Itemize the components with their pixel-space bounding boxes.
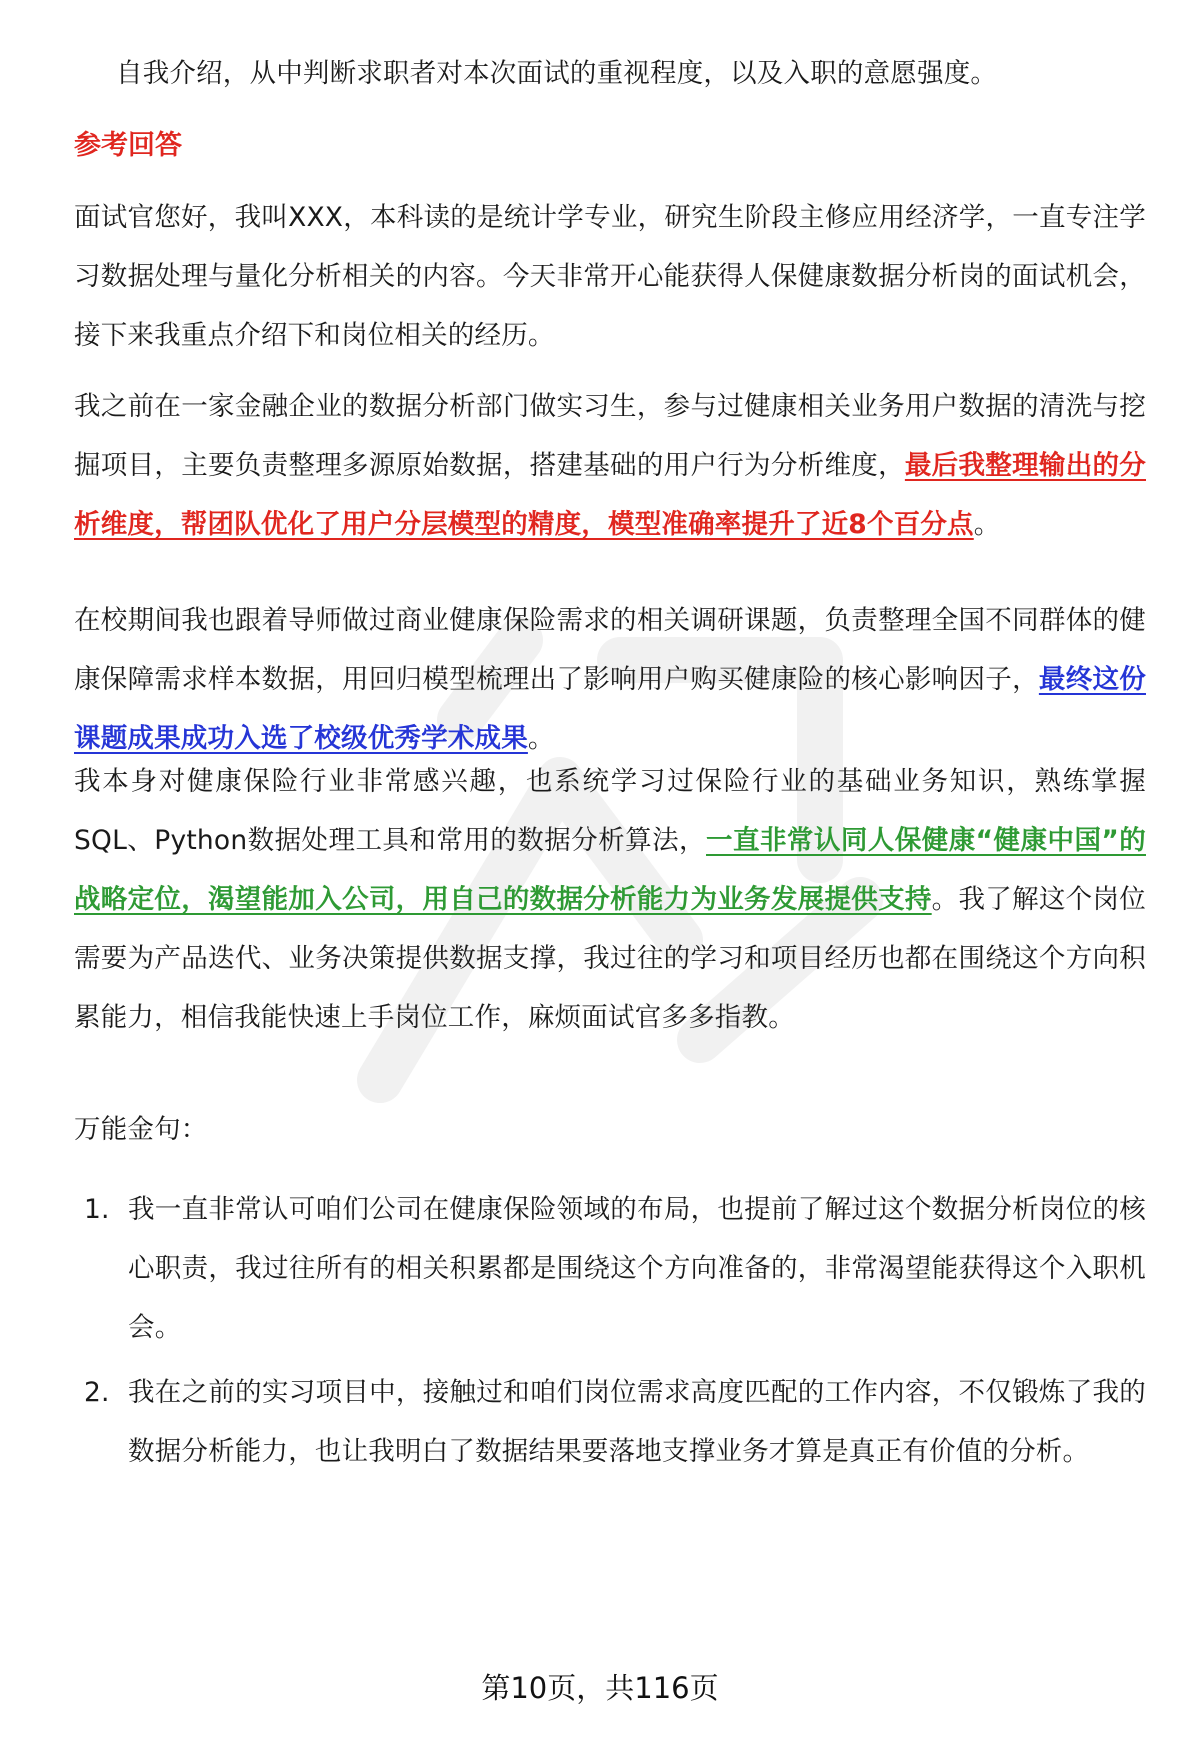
golden-sentences-title: 万能金句： [74, 1114, 208, 1145]
list-item [74, 1363, 1146, 1481]
answer-paragraph-1: 面试官您好，我叫XXX，本科读的是统计学专业，研究生阶段主修应用经济学，一直专注学习数据处理与量化分析相关的内容。今天非常开心能获得人保健康数据分析岗的面试机会，接下来我重点介绍下和岗位相关的经历。 [74, 202, 1146, 351]
answer-paragraph-2 [74, 377, 1146, 554]
green-highlight-text: 一直非常认同人保健康“健康中国”的战略定位，渴望能加入公司，用自己的数据分析能力为业务发展提供支持 [74, 825, 1146, 915]
reference-answer-heading: 参考回答 [74, 130, 182, 161]
page-footer: 第10页，共116页 [481, 1671, 719, 1705]
intro-line: 自我介绍，从中判断求职者对本次面试的重视程度，以及入职的意愿强度。 [116, 58, 998, 89]
document-page [74, 0, 1146, 1755]
list-item-number: 1. [84, 1194, 110, 1225]
golden-sentences-list [74, 1180, 1146, 1481]
list-item-number: 2. [84, 1377, 110, 1408]
list-item-text: 我在之前的实习项目中，接触过和咱们岗位需求高度匹配的工作内容，不仅锻炼了我的数据分析能力，也让我明白了数据结果要落地支撑业务才算是真正有价值的分析。 [128, 1377, 1146, 1467]
answer-paragraph-3 [74, 591, 1146, 768]
paragraph-2-text: 我之前在一家金融企业的数据分析部门做实习生，参与过健康相关业务用户数据的清洗与挖掘项目，主要负责整理多源原始数据，搭建基础的用户行为分析维度， [74, 391, 1146, 481]
paragraph-3-end: 。 [527, 723, 555, 754]
paragraph-4-end: 。我了解这个岗位需要为产品迭代、业务决策提供数据支撑，我过往的学习和项目经历也都在围绕这个方向积累能力，相信我能快速上手岗位工作，麻烦面试官多多指教。 [74, 884, 1146, 1033]
list-item-text: 我一直非常认可咱们公司在健康保险领域的布局，也提前了解过这个数据分析岗位的核心职责，我过往所有的相关积累都是围绕这个方向准备的，非常渴望能获得这个入职机会。 [128, 1194, 1146, 1343]
paragraph-2-end: 。 [973, 509, 1001, 540]
answer-paragraph-4 [74, 752, 1146, 1047]
paragraph-3-text: 在校期间我也跟着导师做过商业健康保险需求的相关调研课题，负责整理全国不同群体的健康保障需求样本数据，用回归模型梳理出了影响用户购买健康险的核心影响因子， [74, 605, 1146, 695]
paragraph-4-text: 我本身对健康保险行业非常感兴趣，也系统学习过保险行业的基础业务知识，熟练掌握SQL、Python数据处理工具和常用的数据分析算法， [74, 766, 1146, 856]
red-highlight-text: 最后我整理输出的分析维度，帮团队优化了用户分层模型的精度，模型准确率提升了近8个百分点 [74, 450, 1146, 540]
blue-highlight-text: 最终这份课题成果成功入选了校级优秀学术成果 [74, 664, 1146, 754]
list-item [74, 1180, 1146, 1357]
